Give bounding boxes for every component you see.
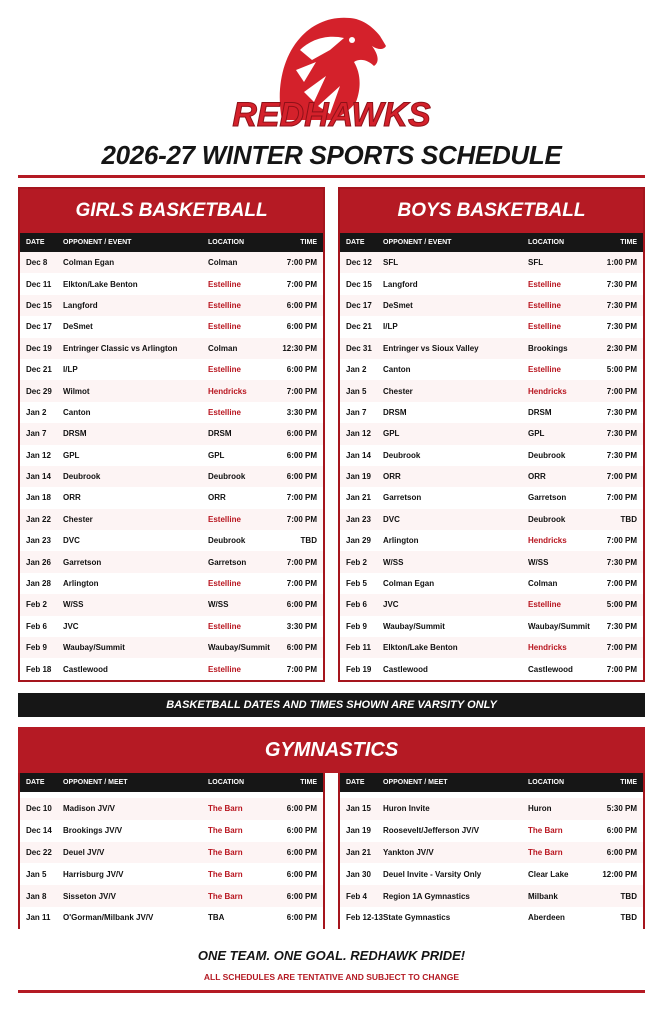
row-opponent: Waubay/Summit — [383, 621, 445, 631]
row-location: Waubay/Summit — [528, 621, 590, 631]
schedule-row — [20, 658, 323, 679]
row-opponent: Sisseton JV/V — [63, 891, 116, 901]
row-time: 7:00 PM — [286, 557, 317, 567]
schedule-row — [20, 402, 323, 423]
row-time: 6:00 PM — [286, 913, 317, 923]
meet-column-label: OPPONENT / MEET — [63, 779, 128, 786]
schedule-row — [340, 885, 643, 907]
row-opponent: Langford — [63, 300, 98, 310]
row-location: Estelline — [528, 300, 561, 310]
row-time: 6:00 PM — [286, 450, 317, 460]
row-opponent: Elkton/Lake Benton — [63, 279, 138, 289]
row-date: Jan 22 — [26, 514, 51, 524]
row-location: Castlewood — [528, 664, 573, 674]
row-opponent: I/LP — [383, 322, 398, 332]
row-opponent: Huron Invite — [383, 804, 430, 814]
row-location: Garretson — [528, 493, 567, 503]
row-opponent: Entringer Classic vs Arlington — [63, 343, 178, 353]
row-time: 5:30 PM — [606, 804, 637, 814]
row-location: Deubrook — [208, 536, 246, 546]
row-date: Dec 12 — [346, 258, 372, 268]
row-opponent: Garretson — [63, 557, 102, 567]
row-location: The Barn — [208, 891, 243, 901]
schedule-row — [340, 380, 643, 401]
row-date: Dec 17 — [26, 322, 52, 332]
schedule-row — [20, 295, 323, 316]
page-title: 2026-27 WINTER SPORTS SCHEDULE — [101, 140, 562, 170]
row-date: Jan 12 — [26, 450, 51, 460]
row-time: 5:00 PM — [606, 365, 637, 375]
row-time: 7:00 PM — [286, 664, 317, 674]
schedule-row — [20, 907, 323, 929]
row-opponent: Deuel JV/V — [63, 847, 105, 857]
schedule-row — [20, 863, 323, 885]
row-date: Dec 14 — [26, 826, 52, 836]
row-date: Feb 2 — [346, 557, 367, 567]
row-date: Jan 18 — [26, 493, 51, 503]
schedule-row — [20, 338, 323, 359]
row-location: Aberdeen — [528, 913, 565, 923]
time-column-label: TIME — [620, 239, 637, 246]
row-location: Estelline — [208, 514, 241, 524]
boys-basketball-panel — [338, 187, 645, 682]
footer-motto: ONE TEAM. ONE GOAL. REDHAWK PRIDE! — [197, 948, 466, 963]
row-time: 6:00 PM — [286, 643, 317, 653]
row-opponent: ORR — [63, 493, 81, 503]
schedule-row — [20, 530, 323, 551]
row-location: Estelline — [208, 579, 241, 589]
schedule-row — [340, 863, 643, 885]
row-time: TBD — [620, 913, 637, 923]
row-date: Dec 22 — [26, 847, 52, 857]
row-opponent: Deuel Invite - Varsity Only — [383, 869, 482, 879]
row-time: 7:00 PM — [606, 472, 637, 482]
schedule-row — [20, 252, 323, 273]
row-opponent: Chester — [63, 514, 93, 524]
row-date: Dec 19 — [26, 343, 52, 353]
row-time: 7:00 PM — [286, 279, 317, 289]
row-date: Jan 29 — [346, 536, 371, 546]
row-location: Estelline — [208, 322, 241, 332]
row-opponent: DVC — [63, 536, 80, 546]
schedule-row — [340, 551, 643, 572]
row-opponent: W/SS — [63, 600, 84, 610]
row-time: 7:00 PM — [606, 664, 637, 674]
schedule-row — [20, 573, 323, 594]
redhawks-logo — [0, 10, 663, 135]
date-column-label: DATE — [346, 239, 365, 246]
schedule-row — [340, 842, 643, 864]
row-location: Hendricks — [528, 536, 567, 546]
row-time: 6:00 PM — [606, 826, 637, 836]
schedule-row — [340, 487, 643, 508]
meet-column-label: OPPONENT / MEET — [383, 779, 448, 786]
schedule-row — [340, 338, 643, 359]
schedule-row — [340, 252, 643, 273]
row-opponent: DeSmet — [383, 300, 413, 310]
row-location: Waubay/Summit — [208, 643, 270, 653]
row-opponent: Arlington — [63, 579, 99, 589]
row-date: Jan 15 — [346, 804, 371, 814]
row-date: Feb 6 — [26, 621, 47, 631]
row-location: Colman — [528, 579, 558, 589]
row-opponent: Waubay/Summit — [63, 643, 125, 653]
row-time: 6:00 PM — [286, 322, 317, 332]
date-column-label: DATE — [26, 779, 45, 786]
row-date: Jan 23 — [26, 536, 51, 546]
gymnastics-left-column-header — [20, 773, 323, 792]
row-location: Deubrook — [208, 472, 246, 482]
row-location: The Barn — [208, 804, 243, 814]
row-time: 7:00 PM — [286, 386, 317, 396]
row-time: TBD — [620, 514, 637, 524]
row-time: 6:00 PM — [286, 869, 317, 879]
row-time: 7:30 PM — [606, 322, 637, 332]
gymnastics-title: GYMNASTICS — [18, 727, 645, 773]
row-opponent: SFL — [383, 258, 399, 268]
schedule-row — [20, 637, 323, 658]
schedule-row — [340, 820, 643, 842]
row-time: 6:00 PM — [286, 300, 317, 310]
schedule-row — [340, 530, 643, 551]
row-date: Jan 14 — [26, 472, 51, 482]
row-location: Estelline — [528, 365, 561, 375]
schedule-row — [20, 594, 323, 615]
row-location: Hendricks — [528, 643, 567, 653]
row-opponent: W/SS — [383, 557, 404, 567]
row-date: Dec 29 — [26, 386, 52, 396]
row-date: Dec 11 — [26, 279, 52, 289]
row-opponent: DeSmet — [63, 322, 93, 332]
row-location: Estelline — [208, 279, 241, 289]
schedule-row — [20, 380, 323, 401]
row-time: 6:00 PM — [286, 891, 317, 901]
logo-wordmark: REDHAWKS — [232, 96, 431, 134]
row-opponent: Langford — [383, 279, 418, 289]
row-date: Dec 17 — [346, 300, 372, 310]
row-date: Feb 4 — [346, 891, 367, 901]
row-location: DRSM — [528, 407, 552, 417]
row-time: 7:00 PM — [286, 514, 317, 524]
row-opponent: DRSM — [383, 407, 407, 417]
row-date: Jan 8 — [26, 891, 47, 901]
row-location: SFL — [528, 258, 544, 268]
boys-column-header — [340, 233, 643, 252]
schedule-row — [340, 273, 643, 294]
row-opponent: I/LP — [63, 365, 78, 375]
row-location: The Barn — [208, 869, 243, 879]
schedule-row — [340, 316, 643, 337]
row-date: Jan 2 — [346, 365, 367, 375]
row-location: GPL — [528, 429, 545, 439]
row-location: ORR — [528, 472, 546, 482]
row-opponent: JVC — [63, 621, 79, 631]
row-date: Feb 9 — [26, 643, 47, 653]
row-date: Dec 15 — [26, 300, 52, 310]
row-time: 6:00 PM — [286, 472, 317, 482]
schedule-row — [20, 551, 323, 572]
girls-basketball-panel — [18, 187, 325, 682]
row-time: 6:00 PM — [286, 365, 317, 375]
gymnastics-right-panel — [338, 773, 645, 929]
location-column-label: LOCATION — [208, 779, 245, 786]
schedule-row — [20, 820, 323, 842]
row-location: Estelline — [528, 600, 561, 610]
row-opponent: DVC — [383, 514, 400, 524]
row-date: Jan 19 — [346, 826, 371, 836]
row-time: 7:00 PM — [606, 536, 637, 546]
row-date: Dec 21 — [26, 365, 52, 375]
row-location: W/SS — [208, 600, 229, 610]
boys-basketball-title: BOYS BASKETBALL — [340, 189, 643, 233]
row-date: Dec 21 — [346, 322, 372, 332]
schedule-row — [340, 466, 643, 487]
row-opponent: Castlewood — [63, 664, 108, 674]
row-opponent: Elkton/Lake Benton — [383, 643, 458, 653]
row-time: 5:00 PM — [606, 600, 637, 610]
row-time: 7:30 PM — [606, 450, 637, 460]
row-opponent: State Gymnastics — [383, 913, 451, 923]
schedule-row — [340, 509, 643, 530]
row-date: Jan 14 — [346, 450, 371, 460]
row-date: Dec 15 — [346, 279, 372, 289]
row-location: Clear Lake — [528, 869, 569, 879]
row-time: 6:00 PM — [286, 429, 317, 439]
row-opponent: DRSM — [63, 429, 87, 439]
row-time: 7:00 PM — [286, 258, 317, 268]
schedule-row — [20, 316, 323, 337]
row-location: Colman — [208, 343, 238, 353]
row-opponent: Region 1A Gymnastics — [383, 891, 470, 901]
row-time: 7:00 PM — [606, 579, 637, 589]
row-time: 6:00 PM — [286, 847, 317, 857]
row-date: Jan 19 — [346, 472, 371, 482]
girls-schedule-rows — [20, 252, 323, 680]
row-time: 6:00 PM — [286, 600, 317, 610]
row-time: 3:30 PM — [286, 407, 317, 417]
row-date: Feb 6 — [346, 600, 367, 610]
row-opponent: ORR — [383, 472, 401, 482]
row-date: Jan 7 — [26, 429, 47, 439]
schedule-row — [20, 798, 323, 820]
schedule-row — [340, 798, 643, 820]
row-opponent: GPL — [63, 450, 80, 460]
row-date: Feb 19 — [346, 664, 372, 674]
row-time: 1:00 PM — [606, 258, 637, 268]
row-date: Jan 21 — [346, 847, 371, 857]
row-opponent: Harrisburg JV/V — [63, 869, 124, 879]
row-opponent: Arlington — [383, 536, 419, 546]
row-time: 12:30 PM — [282, 343, 317, 353]
row-time: 7:30 PM — [606, 300, 637, 310]
date-column-label: DATE — [346, 779, 365, 786]
row-time: TBD — [620, 891, 637, 901]
row-time: 7:30 PM — [606, 429, 637, 439]
schedule-row — [20, 445, 323, 466]
schedule-row — [20, 616, 323, 637]
row-date: Jan 28 — [26, 579, 51, 589]
time-column-label: TIME — [300, 239, 317, 246]
schedule-row — [340, 445, 643, 466]
row-location: The Barn — [528, 826, 563, 836]
schedule-row — [340, 423, 643, 444]
row-opponent: Castlewood — [383, 664, 428, 674]
schedule-row — [340, 658, 643, 679]
row-time: 7:30 PM — [606, 557, 637, 567]
row-time: 7:00 PM — [606, 386, 637, 396]
row-location: Deubrook — [528, 514, 566, 524]
row-opponent: Entringer vs Sioux Valley — [383, 343, 479, 353]
row-location: Milbank — [528, 891, 558, 901]
row-time: TBD — [300, 536, 317, 546]
row-location: Estelline — [208, 300, 241, 310]
row-date: Jan 7 — [346, 407, 367, 417]
schedule-row — [340, 907, 643, 929]
row-location: GPL — [208, 450, 225, 460]
row-time: 7:00 PM — [606, 643, 637, 653]
row-date: Dec 8 — [26, 258, 48, 268]
schedule-row — [20, 842, 323, 864]
row-location: W/SS — [528, 557, 549, 567]
row-date: Jan 5 — [26, 869, 47, 879]
row-location: ORR — [208, 493, 226, 503]
row-date: Jan 12 — [346, 429, 371, 439]
schedule-row — [340, 573, 643, 594]
row-opponent: Chester — [383, 386, 413, 396]
schedule-row — [340, 616, 643, 637]
schedule-row — [20, 273, 323, 294]
footer-disclaimer: ALL SCHEDULES ARE TENTATIVE AND SUBJECT TO CHANGE — [203, 972, 460, 982]
row-opponent: Yankton JV/V — [383, 847, 434, 857]
row-opponent: Deubrook — [383, 450, 421, 460]
row-opponent: Canton — [383, 365, 411, 375]
row-time: 7:30 PM — [606, 621, 637, 631]
row-opponent: Colman Egan — [383, 579, 435, 589]
row-location: Hendricks — [528, 386, 567, 396]
row-opponent: Brookings JV/V — [63, 826, 123, 836]
gymnastics-left-rows — [20, 798, 323, 929]
boys-schedule-rows — [340, 252, 643, 680]
row-location: Garretson — [208, 557, 247, 567]
row-date: Dec 10 — [26, 804, 52, 814]
schedule-row — [340, 295, 643, 316]
row-location: Estelline — [528, 322, 561, 332]
row-date: Jan 5 — [346, 386, 367, 396]
gymnastics-right-rows — [340, 798, 643, 929]
girls-basketball-title: GIRLS BASKETBALL — [20, 189, 323, 233]
row-location: The Barn — [208, 826, 243, 836]
row-location: Estelline — [208, 407, 241, 417]
row-location: Colman — [208, 258, 238, 268]
schedule-row — [20, 466, 323, 487]
row-time: 2:30 PM — [606, 343, 637, 353]
row-date: Jan 2 — [26, 407, 47, 417]
location-column-label: LOCATION — [528, 779, 565, 786]
row-location: Estelline — [208, 664, 241, 674]
row-opponent: JVC — [383, 600, 399, 610]
row-date: Jan 26 — [26, 557, 51, 567]
row-date: Feb 11 — [346, 643, 371, 653]
time-column-label: TIME — [300, 779, 317, 786]
row-opponent: Canton — [63, 407, 91, 417]
row-location: DRSM — [208, 429, 232, 439]
row-date: Feb 18 — [26, 664, 52, 674]
row-time: 7:00 PM — [286, 579, 317, 589]
row-location: The Barn — [208, 847, 243, 857]
event-column-label: OPPONENT / EVENT — [383, 239, 452, 246]
row-opponent: Deubrook — [63, 472, 101, 482]
row-time: 3:30 PM — [286, 621, 317, 631]
title-divider — [18, 175, 645, 178]
row-location: Estelline — [208, 365, 241, 375]
schedule-row — [20, 487, 323, 508]
girls-column-header — [20, 233, 323, 252]
row-time: 7:00 PM — [286, 493, 317, 503]
row-opponent: Madison JV/V — [63, 804, 116, 814]
date-column-label: DATE — [26, 239, 45, 246]
schedule-row — [20, 359, 323, 380]
row-date: Feb 9 — [346, 621, 367, 631]
row-time: 7:30 PM — [606, 279, 637, 289]
row-opponent: Colman Egan — [63, 258, 115, 268]
row-opponent: O'Gorman/Milbank JV/V — [63, 913, 154, 923]
row-opponent: Garretson — [383, 493, 422, 503]
row-opponent: Wilmot — [63, 386, 90, 396]
gymnastics-left-panel — [18, 773, 325, 929]
row-time: 12:00 PM — [602, 869, 637, 879]
row-opponent: GPL — [383, 429, 400, 439]
schedule-row — [340, 359, 643, 380]
schedule-row — [20, 885, 323, 907]
row-date: Dec 31 — [346, 343, 372, 353]
row-date: Feb 12-13 — [346, 913, 383, 923]
row-time: 6:00 PM — [606, 847, 637, 857]
schedule-row — [340, 594, 643, 615]
row-date: Jan 23 — [346, 514, 371, 524]
row-location: The Barn — [528, 847, 563, 857]
row-date: Feb 5 — [346, 579, 367, 589]
row-time: 6:00 PM — [286, 826, 317, 836]
row-location: Estelline — [208, 621, 241, 631]
row-location: Estelline — [528, 279, 561, 289]
schedule-row — [340, 402, 643, 423]
time-column-label: TIME — [620, 779, 637, 786]
row-location: Hendricks — [208, 386, 247, 396]
location-column-label: LOCATION — [208, 239, 245, 246]
location-column-label: LOCATION — [528, 239, 565, 246]
row-date: Jan 21 — [346, 493, 371, 503]
row-location: Huron — [528, 804, 552, 814]
row-date: Jan 11 — [26, 913, 51, 923]
schedule-row — [20, 509, 323, 530]
footer-divider — [18, 990, 645, 993]
event-column-label: OPPONENT / EVENT — [63, 239, 132, 246]
row-location: Brookings — [528, 343, 568, 353]
row-location: Deubrook — [528, 450, 566, 460]
gymnastics-right-column-header — [340, 773, 643, 792]
row-opponent: Roosevelt/Jefferson JV/V — [383, 826, 480, 836]
varsity-notice: BASKETBALL DATES AND TIMES SHOWN ARE VARSITY ONLY — [18, 693, 645, 717]
schedule-row — [340, 637, 643, 658]
row-time: 7:00 PM — [606, 493, 637, 503]
row-time: 7:30 PM — [606, 407, 637, 417]
row-location: TBA — [208, 913, 225, 923]
row-time: 6:00 PM — [286, 804, 317, 814]
schedule-row — [20, 423, 323, 444]
row-date: Jan 30 — [346, 869, 371, 879]
row-date: Feb 2 — [26, 600, 47, 610]
